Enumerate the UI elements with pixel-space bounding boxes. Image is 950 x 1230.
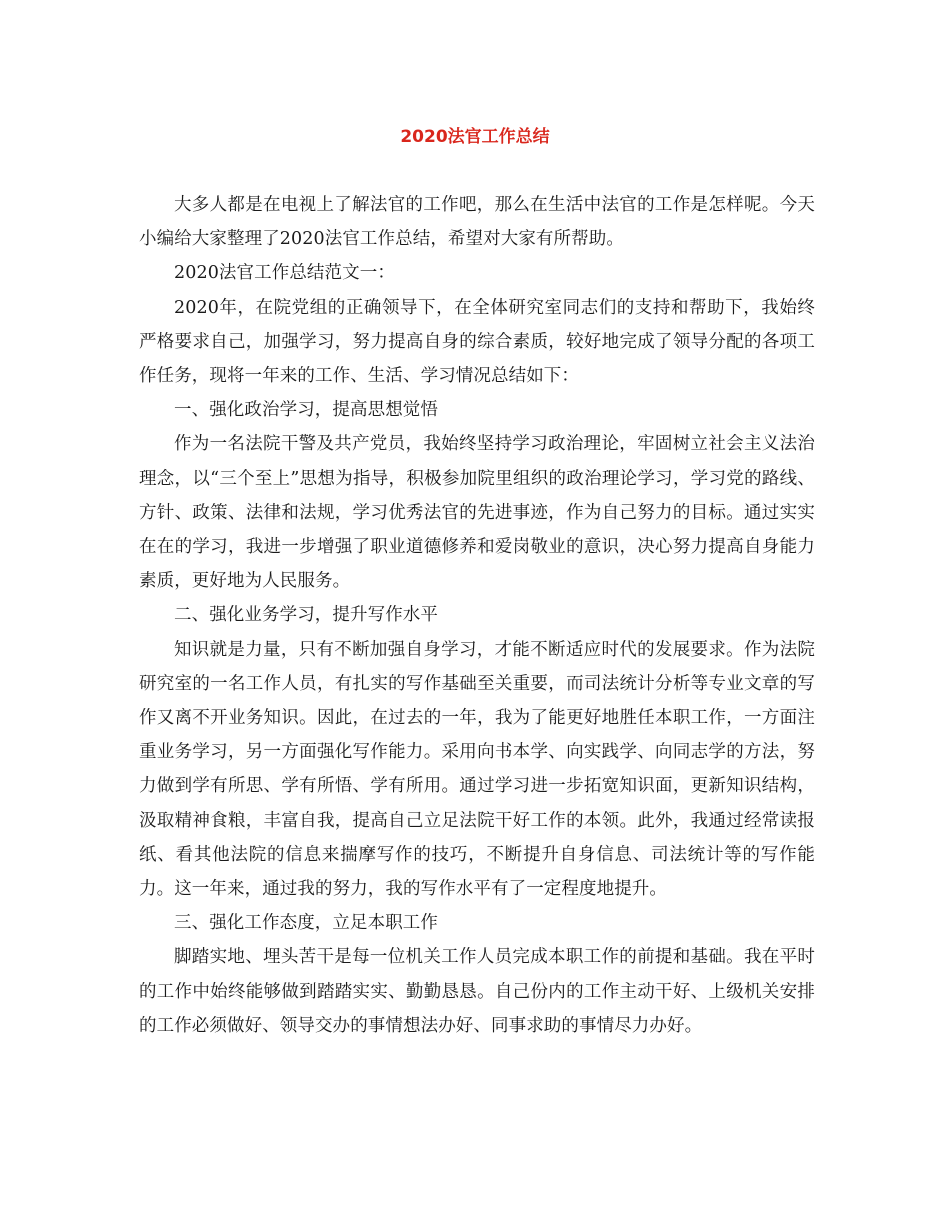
document-title: 2020法官工作总结 — [400, 127, 550, 147]
section-heading-3: 三、强化工作态度，立足本职工作 — [174, 913, 438, 934]
section-heading-1: 一、强化政治学习，提高思想觉悟 — [174, 400, 438, 421]
paragraph-section-3: 脚踏实地、埋头苦干是每一位机关工作人员完成本职工作的前提和基础。我在平时的工作中始终能够做到踏踏实实、勤勤恳恳。自己份内的工作主动干好、上级机关安排的工作必须做好、领导交办的事情想法办好、同事求助的事情尽力办好。 — [139, 947, 815, 1036]
paragraph-sample-heading: 2020法官工作总结范文一： — [174, 263, 395, 284]
paragraph-intro: 大多人都是在电视上了解法官的工作吧，那么在生活中法官的工作是怎样呢。今天小编给大家整理了2020法官工作总结，希望对大家有所帮助。 — [139, 195, 815, 250]
paragraph-section-2: 知识就是力量，只有不断加强自身学习，才能不断适应时代的发展要求。作为法院研究室的一名工作人员，有扎实的写作基础至关重要，而司法统计分析等专业文章的写作又离不开业务知识。因此，在过去的一年，我为了能更好地胜任本职工作，一方面注重业务学习，另一方面强化写作能力。采用向书本学、向实践学、向同志学的方法，努力做到学有所思、学有所悟、学有所用。通过学习进一步拓宽知识面，更新知识结构，汲取精神食粮，丰富自我，提高自己立足法院干好工作的本领。此外，我通过经常读报纸、看其他法院的信息来揣摩写作的技巧，不断提升自身信息、司法统计等的写作能力。这一年来，通过我的努力，我的写作水平有了一定程度地提升。 — [139, 639, 815, 900]
document-body — [139, 188, 815, 1043]
paragraph-section-1: 作为一名法院干警及共产党员，我始终坚持学习政治理论，牢固树立社会主义法治理念，以“三个至上”思想为指导，积极参加院里组织的政治理论学习，学习党的路线、方针、政策、法律和法规，学习优秀法官的先进事迹，作为自己努力的目标。通过实实在在的学习，我进一步增强了职业道德修养和爱岗敬业的意识，决心努力提高自身能力素质，更好地为人民服务。 — [139, 434, 815, 592]
paragraph-overview: 2020年，在院党组的正确领导下，在全体研究室同志们的支持和帮助下，我始终严格要求自己，加强学习，努力提高自身的综合素质，较好地完成了领导分配的各项工作任务，现将一年来的工作、生活、学习情况总结如下： — [139, 297, 815, 387]
section-heading-2: 二、强化业务学习，提升写作水平 — [174, 605, 438, 626]
